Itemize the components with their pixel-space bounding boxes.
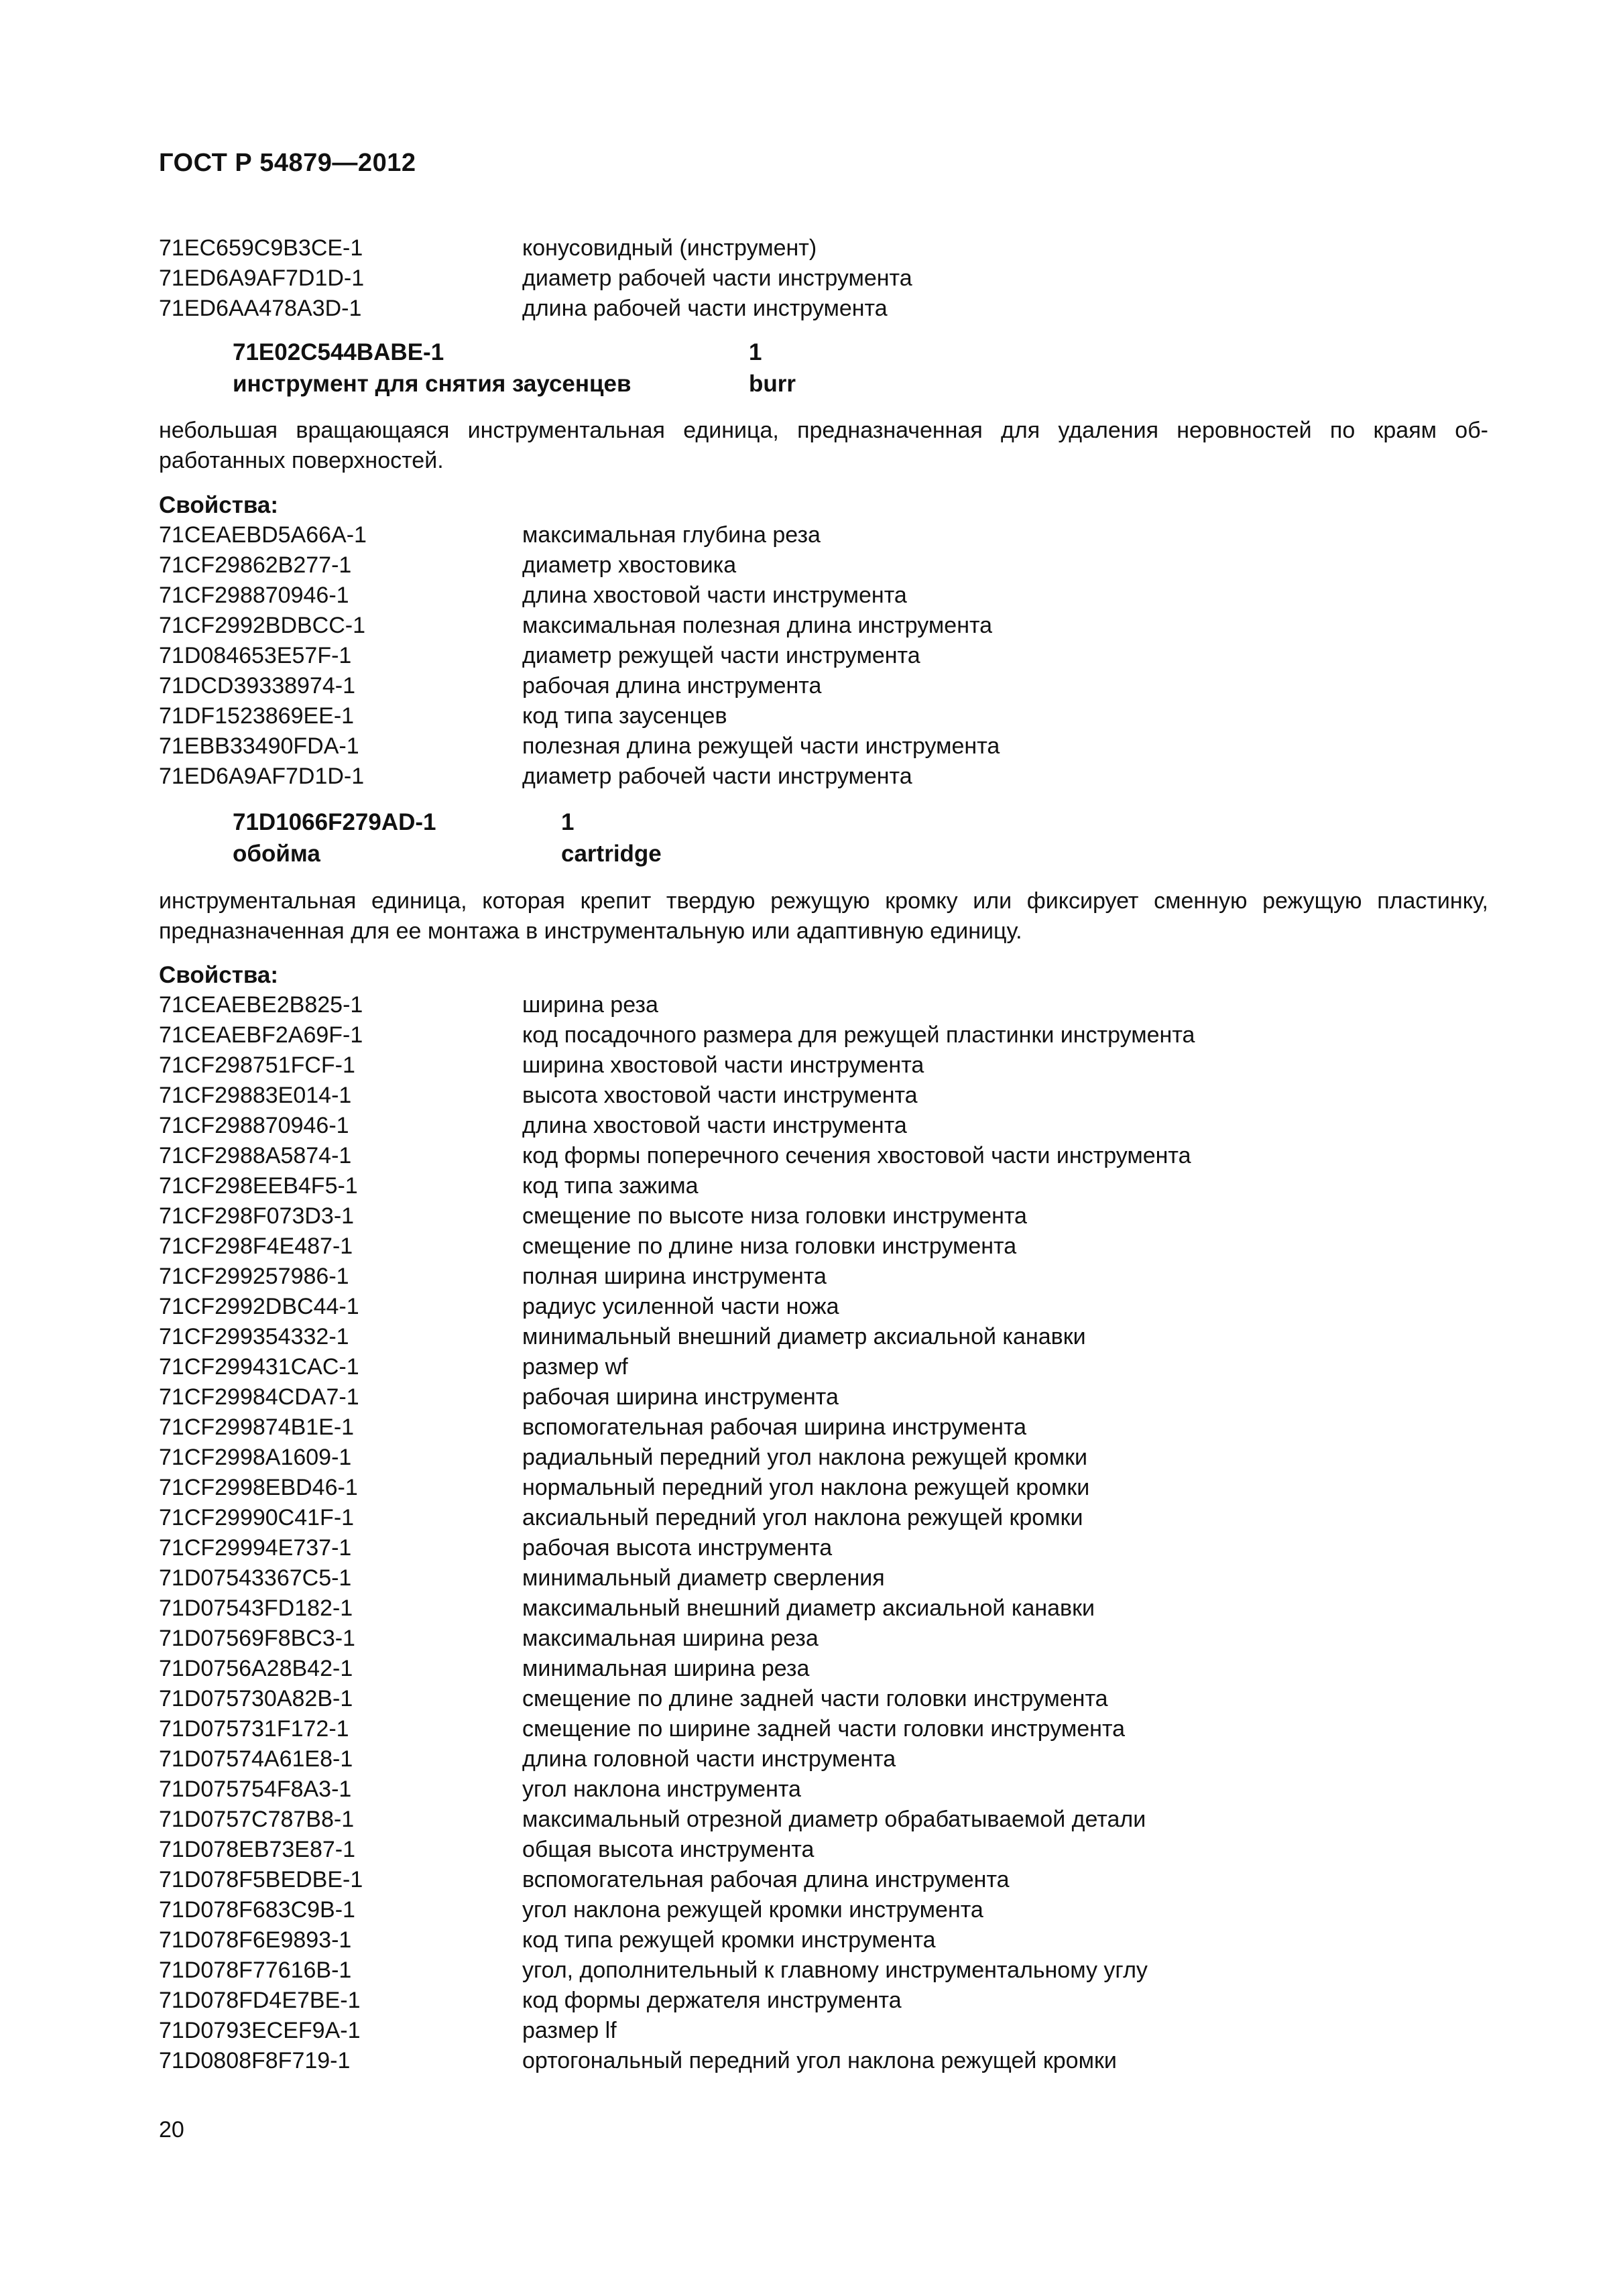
property-code: 71D078F6E9893-1 <box>159 1927 352 1953</box>
properties-heading: Свойства: <box>159 492 279 518</box>
property-row <box>159 1714 1195 1744</box>
property-name: код посадочного размера для режущей пластинки инструмента <box>522 1022 1195 1048</box>
property-row <box>159 1201 1195 1231</box>
property-code: 71CF29994E737-1 <box>159 1535 352 1561</box>
property-row <box>159 1141 1195 1171</box>
property-row <box>159 671 1000 701</box>
property-code: 71D075730A82B-1 <box>159 1686 353 1711</box>
property-code: 71ED6A9AF7D1D-1 <box>159 764 365 789</box>
property-row <box>159 2016 1195 2046</box>
property-code: 71ED6A9AF7D1D-1 <box>159 265 365 291</box>
property-code: 71CF298F4E487-1 <box>159 1233 353 1259</box>
term-version: 1 <box>561 809 575 835</box>
property-row <box>159 1654 1195 1684</box>
property-name: размер lf <box>522 2018 617 2043</box>
property-name: минимальный диаметр сверления <box>522 1565 885 1591</box>
property-code: 71D0808F8F719-1 <box>159 2048 351 2073</box>
property-row <box>159 1624 1195 1654</box>
property-code: 71D0756A28B42-1 <box>159 1656 353 1681</box>
property-name: вспомогательная рабочая ширина инструмента <box>522 1414 1027 1440</box>
property-row <box>159 1835 1195 1865</box>
property-name: радиальный передний угол наклона режущей кромки <box>522 1445 1087 1470</box>
property-name: диаметр рабочей части инструмента <box>522 764 912 789</box>
property-row <box>159 233 912 263</box>
page-number: 20 <box>159 2117 184 2142</box>
property-row <box>159 550 1000 581</box>
property-row <box>159 1774 1195 1805</box>
property-name: угол наклона режущей кромки инструмента <box>522 1897 983 1923</box>
term-name-en: cartridge <box>561 841 662 867</box>
property-code: 71D078FD4E7BE-1 <box>159 1988 361 2013</box>
property-row <box>159 611 1000 641</box>
property-code: 71EC659C9B3CE-1 <box>159 235 363 261</box>
property-name: диаметр режущей части инструмента <box>522 643 920 668</box>
property-row <box>159 1352 1195 1382</box>
property-row <box>159 1262 1195 1292</box>
property-name: ширина хвостовой части инструмента <box>522 1052 924 1078</box>
property-code: 71CF2992DBC44-1 <box>159 1294 359 1319</box>
property-row <box>159 1231 1195 1262</box>
property-name: минимальный внешний диаметр аксиальной канавки <box>522 1324 1086 1349</box>
property-name: максимальная полезная длина инструмента <box>522 613 993 638</box>
property-name: максимальный внешний диаметр аксиальной канавки <box>522 1595 1095 1621</box>
property-row <box>159 1503 1195 1533</box>
property-name: смещение по ширине задней части головки инструмента <box>522 1716 1126 1742</box>
property-name: длина рабочей части инструмента <box>522 296 888 321</box>
property-code: 71CF2998EBD46-1 <box>159 1475 358 1500</box>
property-code: 71D07569F8BC3-1 <box>159 1626 355 1651</box>
term-id-row <box>233 337 796 368</box>
property-row <box>159 1805 1195 1835</box>
properties-heading: Свойства: <box>159 962 279 988</box>
property-name: длина хвостовой части инструмента <box>522 583 907 608</box>
property-code: 71D07543367C5-1 <box>159 1565 352 1591</box>
term-definition: инструментальная единица, которая крепит твердую режущую кромку или фиксирует сменную режущую пластинку, предназначенная для ее монтажа в инструментальную или адаптивную единицу. <box>159 888 1488 944</box>
property-name: угол, дополнительный к главному инструментальному углу <box>522 1957 1148 1983</box>
property-name: длина хвостовой части инструмента <box>522 1113 907 1138</box>
property-code: 71CF29990C41F-1 <box>159 1505 355 1530</box>
property-code: 71CF2998A1609-1 <box>159 1445 352 1470</box>
property-code: 71CF2988A5874-1 <box>159 1143 352 1168</box>
property-name: аксиальный передний угол наклона режущей кромки <box>522 1505 1083 1530</box>
property-name: смещение по длине задней части головки инструмента <box>522 1686 1108 1711</box>
property-code: 71D075754F8A3-1 <box>159 1776 352 1802</box>
property-row <box>159 1050 1195 1081</box>
document-page <box>159 0 1486 2296</box>
property-name: смещение по высоте низа головки инструмента <box>522 1203 1027 1229</box>
property-row <box>159 1322 1195 1352</box>
intro-property-list <box>159 233 912 324</box>
property-name: код формы поперечного сечения хвостовой части инструмента <box>522 1143 1191 1168</box>
property-name: длина головной части инструмента <box>522 1746 896 1772</box>
property-code: 71DCD39338974-1 <box>159 673 355 699</box>
property-row <box>159 294 912 324</box>
property-name: код типа зажима <box>522 1173 699 1199</box>
cartridge-property-list <box>159 990 1195 2076</box>
property-code: 71CF2992BDBCC-1 <box>159 613 366 638</box>
property-code: 71CF298870946-1 <box>159 583 349 608</box>
property-name: рабочая высота инструмента <box>522 1535 833 1561</box>
property-code: 71CF29862B277-1 <box>159 552 352 578</box>
property-code: 71CF299431CAC-1 <box>159 1354 359 1380</box>
property-row <box>159 1865 1195 1895</box>
property-name: ортогональный передний угол наклона режущей кромки <box>522 2048 1117 2073</box>
property-name: рабочая ширина инструмента <box>522 1384 839 1410</box>
property-code: 71D084653E57F-1 <box>159 643 352 668</box>
property-code: 71D0757C787B8-1 <box>159 1807 355 1832</box>
term-version: 1 <box>749 339 762 365</box>
property-code: 71D078EB73E87-1 <box>159 1837 356 1862</box>
property-row <box>159 1382 1195 1412</box>
property-row <box>159 701 1000 731</box>
property-code: 71EBB33490FDA-1 <box>159 733 359 759</box>
property-code: 71CEAEBF2A69F-1 <box>159 1022 363 1048</box>
property-name: максимальная ширина реза <box>522 1626 819 1651</box>
property-name: полезная длина режущей части инструмента <box>522 733 1000 759</box>
property-name: максимальная глубина реза <box>522 522 821 548</box>
property-code: 71DF1523869EE-1 <box>159 703 355 729</box>
property-name: радиус усиленной части ножа <box>522 1294 839 1319</box>
property-code: 71CEAEBD5A66A-1 <box>159 522 367 548</box>
property-row <box>159 990 1195 1020</box>
property-row <box>159 520 1000 550</box>
property-name: ширина реза <box>522 992 658 1018</box>
property-row <box>159 2046 1195 2076</box>
property-name: угол наклона инструмента <box>522 1776 801 1802</box>
property-name: размер wf <box>522 1354 628 1380</box>
property-code: 71CF299257986-1 <box>159 1264 349 1289</box>
property-name: общая высота инструмента <box>522 1837 815 1862</box>
property-row <box>159 1684 1195 1714</box>
property-row <box>159 1563 1195 1593</box>
term-id-row <box>233 806 662 838</box>
property-row <box>159 1986 1195 2016</box>
property-name: максимальный отрезной диаметр обрабатываемой детали <box>522 1807 1146 1832</box>
property-code: 71D07543FD182-1 <box>159 1595 353 1621</box>
property-name: полная ширина инструмента <box>522 1264 827 1289</box>
term-entry-burr <box>233 337 796 400</box>
property-code: 71CF298F073D3-1 <box>159 1203 355 1229</box>
property-code: 71CF29883E014-1 <box>159 1083 352 1108</box>
property-row <box>159 581 1000 611</box>
property-code: 71D078F77616B-1 <box>159 1957 352 1983</box>
property-row <box>159 1171 1195 1201</box>
property-name: диаметр рабочей части инструмента <box>522 265 912 291</box>
property-row <box>159 1533 1195 1563</box>
property-code: 71CF298870946-1 <box>159 1113 349 1138</box>
term-code: 71D1066F279AD-1 <box>233 809 436 835</box>
property-name: нормальный передний угол наклона режущей кромки <box>522 1475 1090 1500</box>
property-name: конусовидный (инструмент) <box>522 235 817 261</box>
property-row <box>159 641 1000 671</box>
property-name: код типа режущей кромки инструмента <box>522 1927 936 1953</box>
burr-property-list <box>159 520 1000 792</box>
term-code: 71E02C544BABE-1 <box>233 339 444 365</box>
term-name-row <box>233 838 662 869</box>
property-row <box>159 1111 1195 1141</box>
property-row <box>159 762 1000 792</box>
property-code: 71D078F683C9B-1 <box>159 1897 355 1923</box>
property-row <box>159 1292 1195 1322</box>
term-name-ru: обойма <box>233 841 320 867</box>
property-name: диаметр хвостовика <box>522 552 737 578</box>
property-code: 71D078F5BEDBE-1 <box>159 1867 363 1892</box>
property-row <box>159 1020 1195 1050</box>
property-code: 71CF299354332-1 <box>159 1324 349 1349</box>
property-code: 71CF29984CDA7-1 <box>159 1384 359 1410</box>
property-code: 71CF299874B1E-1 <box>159 1414 355 1440</box>
property-code: 71CF298751FCF-1 <box>159 1052 355 1078</box>
property-row <box>159 1473 1195 1503</box>
property-name: вспомогательная рабочая длина инструмента <box>522 1867 1010 1892</box>
property-row <box>159 1895 1195 1925</box>
term-name-ru: инструмент для снятия заусенцев <box>233 371 632 397</box>
property-name: код формы держателя инструмента <box>522 1988 902 2013</box>
property-row <box>159 1593 1195 1624</box>
term-name-en: burr <box>749 371 796 397</box>
term-definition: небольшая вращающаяся инструментальная единица, предназначенная для удаления неровностей по краям об-работанных поверхностей. <box>159 418 1488 473</box>
property-code: 71ED6AA478A3D-1 <box>159 296 362 321</box>
property-row <box>159 263 912 294</box>
document-header: ГОСТ Р 54879—2012 <box>159 149 416 177</box>
property-row <box>159 1744 1195 1774</box>
property-name: рабочая длина инструмента <box>522 673 822 699</box>
property-name: высота хвостовой части инструмента <box>522 1083 918 1108</box>
property-row <box>159 1081 1195 1111</box>
property-row <box>159 731 1000 762</box>
term-name-row <box>233 368 796 400</box>
property-row <box>159 1925 1195 1955</box>
property-row <box>159 1955 1195 1986</box>
property-code: 71D0793ECEF9A-1 <box>159 2018 361 2043</box>
term-entry-cartridge <box>233 806 662 869</box>
property-code: 71CEAEBE2B825-1 <box>159 992 363 1018</box>
property-code: 71CF298EEB4F5-1 <box>159 1173 358 1199</box>
property-name: минимальная ширина реза <box>522 1656 810 1681</box>
property-code: 71D07574A61E8-1 <box>159 1746 353 1772</box>
property-row <box>159 1412 1195 1443</box>
property-name: смещение по длине низа головки инструмента <box>522 1233 1017 1259</box>
property-name: код типа заусенцев <box>522 703 727 729</box>
property-code: 71D075731F172-1 <box>159 1716 349 1742</box>
property-row <box>159 1443 1195 1473</box>
